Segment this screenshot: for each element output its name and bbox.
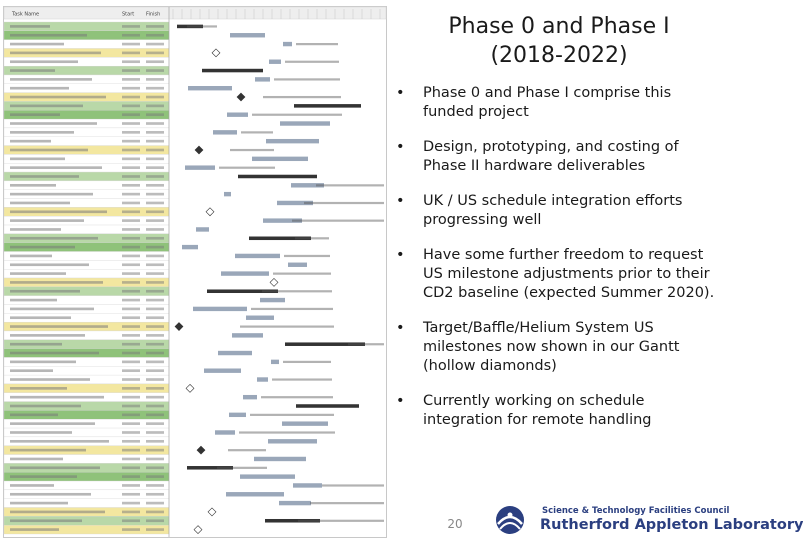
- gantt-row-finish-text: [146, 378, 164, 381]
- bullet-text: Have some further freedom to request US milestone adjustments prior to their CD2 baseline (expected Summer 2020).: [423, 247, 715, 301]
- gantt-row-finish-text: [146, 422, 164, 425]
- gantt-row-name-text: [10, 158, 65, 161]
- gantt-row-start-text: [122, 140, 140, 143]
- gantt-bar-annotation: [284, 255, 330, 257]
- gantt-row-start-text: [122, 528, 140, 531]
- gantt-row-start-text: [122, 308, 140, 311]
- slide-title-line1: Phase 0 and Phase I: [448, 14, 670, 39]
- gantt-row-finish-text: [146, 440, 164, 443]
- gantt-row-start-text: [122, 202, 140, 205]
- gantt-bar-annotation: [262, 290, 332, 292]
- gantt-bar-annotation: [348, 343, 384, 345]
- gantt-milestone-diamond: [186, 384, 194, 392]
- gantt-row-name-text: [10, 202, 70, 205]
- gantt-row-start-text: [122, 255, 140, 258]
- gantt-milestone-diamond: [197, 446, 205, 454]
- gantt-row-finish-text: [146, 290, 164, 293]
- gantt-row-start-text: [122, 175, 140, 178]
- gantt-row-finish-text: [146, 158, 164, 161]
- bullet-item: [396, 392, 716, 430]
- gantt-row-start-text: [122, 193, 140, 196]
- gantt-row-finish-text: [146, 334, 164, 337]
- gantt-row-finish-text: [146, 361, 164, 364]
- gantt-task-bar: [255, 77, 270, 81]
- gantt-row-finish-text: [146, 60, 164, 63]
- bullet-text: Currently working on schedule integration for remote handling: [423, 393, 652, 428]
- gantt-task-bar: [204, 368, 241, 372]
- gantt-row-finish-text: [146, 166, 164, 169]
- bullet-text: Design, prototyping, and costing of Phase II hardware deliverables: [423, 139, 679, 174]
- gantt-bar-annotation: [241, 131, 273, 133]
- gantt-row-name-text: [10, 52, 101, 55]
- gantt-milestone-diamond: [195, 146, 203, 154]
- gantt-row-start-text: [122, 387, 140, 390]
- bullet-icon: •: [396, 320, 405, 336]
- gantt-row-name-text: [10, 352, 99, 355]
- gantt-row-finish-text: [146, 34, 164, 37]
- gantt-row-finish-text: [146, 193, 164, 196]
- gantt-task-bar: [257, 377, 268, 381]
- gantt-milestone-diamond: [194, 526, 202, 534]
- gantt-task-bar: [279, 501, 311, 505]
- gantt-task-bar: [232, 333, 263, 337]
- gantt-header-label: Finish: [146, 11, 161, 18]
- gantt-row-start-text: [122, 122, 140, 125]
- gantt-row-name-text: [10, 308, 94, 311]
- gantt-row-finish-text: [146, 237, 164, 240]
- gantt-task-bar: [188, 86, 232, 90]
- gantt-row-finish-text: [146, 308, 164, 311]
- gantt-row-start-text: [122, 281, 140, 284]
- gantt-row-name-text: [10, 87, 69, 90]
- gantt-row-finish-text: [146, 131, 164, 134]
- gantt-row-finish-text: [146, 502, 164, 505]
- gantt-row-finish-text: [146, 25, 164, 28]
- bullet-item: [396, 138, 716, 176]
- gantt-row-start-text: [122, 414, 140, 417]
- gantt-row-finish-text: [146, 69, 164, 72]
- stfc-logo-icon: [482, 502, 538, 538]
- gantt-bar-annotation: [316, 184, 384, 186]
- gantt-row-name-text: [10, 122, 97, 125]
- gantt-task-bar: [266, 139, 319, 143]
- gantt-row-name-text: [10, 414, 58, 417]
- gantt-summary-bar: [238, 175, 317, 179]
- gantt-row-finish-text: [146, 405, 164, 408]
- gantt-task-bar: [252, 157, 308, 161]
- bullet-icon: •: [396, 247, 405, 263]
- gantt-milestone-diamond: [206, 208, 214, 216]
- gantt-summary-bar: [202, 69, 263, 73]
- gantt-task-bar: [224, 192, 231, 196]
- gantt-row-start-text: [122, 299, 140, 302]
- gantt-row-start-text: [122, 334, 140, 337]
- gantt-bar-annotation: [261, 396, 333, 398]
- gantt-row-name-text: [10, 334, 85, 337]
- gantt-row-name-text: [10, 105, 83, 108]
- gantt-row-name-text: [10, 440, 109, 443]
- gantt-row-finish-text: [146, 149, 164, 152]
- gantt-row-start-text: [122, 87, 140, 90]
- gantt-row-name-text: [10, 210, 107, 213]
- gantt-task-bar: [280, 121, 330, 125]
- gantt-task-bar: [283, 42, 292, 46]
- gantt-row-start-text: [122, 325, 140, 328]
- gantt-row-finish-text: [146, 43, 164, 46]
- gantt-task-bar: [293, 483, 322, 487]
- gantt-row-name-text: [10, 431, 72, 434]
- gantt-task-bar: [230, 33, 265, 37]
- gantt-row-finish-text: [146, 449, 164, 452]
- gantt-bar-annotation: [217, 467, 267, 469]
- gantt-row-finish-text: [146, 343, 164, 346]
- gantt-row-start-text: [122, 69, 140, 72]
- gantt-row-name-text: [10, 458, 63, 461]
- gantt-row-finish-text: [146, 414, 164, 417]
- gantt-chart-graphic: [4, 7, 386, 537]
- gantt-summary-bar: [294, 104, 361, 108]
- gantt-task-bar: [271, 360, 279, 364]
- gantt-row-start-text: [122, 219, 140, 222]
- gantt-row-start-text: [122, 484, 140, 487]
- gantt-row-start-text: [122, 149, 140, 152]
- bullet-text: Target/Baffle/Helium System US milestones now shown in our Gantt (hollow diamonds): [423, 320, 680, 374]
- gantt-row-start-text: [122, 519, 140, 522]
- gantt-row-name-text: [10, 281, 103, 284]
- gantt-row-name-text: [10, 149, 88, 152]
- gantt-row-finish-text: [146, 246, 164, 249]
- gantt-bar-annotation: [296, 43, 338, 45]
- gantt-row-name-text: [10, 343, 62, 346]
- gantt-chart-screenshot: [3, 6, 387, 538]
- bullet-list: [396, 84, 716, 430]
- bullet-text: Phase 0 and Phase I comprise this funded project: [423, 85, 672, 120]
- gantt-row-start-text: [122, 449, 140, 452]
- gantt-row-finish-text: [146, 325, 164, 328]
- gantt-task-bar: [260, 298, 285, 302]
- gantt-row-name-text: [10, 219, 84, 222]
- gantt-row-start-text: [122, 246, 140, 249]
- bullet-icon: •: [396, 85, 405, 101]
- gantt-task-bar: [182, 245, 198, 249]
- gantt-row-start-text: [122, 440, 140, 443]
- gantt-row-finish-text: [146, 466, 164, 469]
- gantt-header: [4, 7, 386, 19]
- gantt-row-start-text: [122, 52, 140, 55]
- gantt-row-start-text: [122, 210, 140, 213]
- gantt-bar-annotation: [295, 237, 329, 239]
- gantt-bar-annotation: [187, 25, 217, 27]
- gantt-task-bar: [229, 413, 246, 417]
- gantt-row-start-text: [122, 458, 140, 461]
- gantt-row-start-text: [122, 475, 140, 478]
- gantt-row-name-text: [10, 316, 71, 319]
- gantt-row-finish-text: [146, 528, 164, 531]
- gantt-row-finish-text: [146, 255, 164, 258]
- gantt-task-bar: [221, 271, 269, 275]
- gantt-row-finish-text: [146, 493, 164, 496]
- gantt-row-name-text: [10, 484, 54, 487]
- gantt-row-name-text: [10, 528, 59, 531]
- gantt-row-start-text: [122, 113, 140, 116]
- gantt-row-name-text: [10, 387, 67, 390]
- gantt-row-finish-text: [146, 96, 164, 99]
- gantt-row-name-text: [10, 263, 89, 266]
- gantt-row-start-text: [122, 105, 140, 108]
- gantt-row-start-text: [122, 343, 140, 346]
- gantt-task-bar: [185, 165, 215, 169]
- gantt-row-name-text: [10, 369, 53, 372]
- gantt-row-name-text: [10, 378, 90, 381]
- gantt-row-start-text: [122, 369, 140, 372]
- gantt-row-name-text: [10, 405, 81, 408]
- gantt-bar-annotation: [298, 520, 384, 522]
- gantt-row-name-text: [10, 96, 106, 99]
- gantt-bar-annotation: [304, 202, 384, 204]
- gantt-row-finish-text: [146, 475, 164, 478]
- gantt-row-name-text: [10, 60, 78, 63]
- gantt-task-bar: [193, 307, 247, 311]
- gantt-task-bar: [243, 395, 257, 399]
- gantt-row-name-text: [10, 34, 87, 37]
- gantt-row-finish-text: [146, 458, 164, 461]
- gantt-bar-annotation: [239, 431, 335, 433]
- gantt-row-name-text: [10, 325, 108, 328]
- gantt-row-finish-text: [146, 78, 164, 81]
- gantt-row-finish-text: [146, 431, 164, 434]
- gantt-bar-annotation: [228, 449, 266, 451]
- gantt-row-start-text: [122, 166, 140, 169]
- gantt-row-name-text: [10, 25, 50, 28]
- gantt-row-start-text: [122, 466, 140, 469]
- gantt-row-start-text: [122, 502, 140, 505]
- gantt-row-finish-text: [146, 228, 164, 231]
- gantt-row-name-text: [10, 493, 91, 496]
- gantt-row-finish-text: [146, 184, 164, 187]
- gantt-row-finish-text: [146, 272, 164, 275]
- gantt-row-start-text: [122, 43, 140, 46]
- gantt-row-start-text: [122, 431, 140, 434]
- gantt-row-finish-text: [146, 87, 164, 90]
- gantt-row-name-text: [10, 113, 60, 116]
- gantt-row-finish-text: [146, 511, 164, 514]
- gantt-row-name-text: [10, 449, 86, 452]
- gantt-row-start-text: [122, 158, 140, 161]
- gantt-row-start-text: [122, 237, 140, 240]
- gantt-row-name-text: [10, 166, 102, 169]
- gantt-row-finish-text: [146, 352, 164, 355]
- gantt-task-bar: [254, 457, 306, 461]
- gantt-row-finish-text: [146, 219, 164, 222]
- gantt-row-finish-text: [146, 263, 164, 266]
- slide-title-line2: (2018-2022): [490, 43, 628, 68]
- gantt-bar-annotation: [310, 502, 384, 504]
- gantt-row-name-text: [10, 299, 57, 302]
- gantt-task-bar: [196, 227, 209, 231]
- gantt-bar-annotation: [250, 414, 334, 416]
- stfc-ral-logo: [482, 502, 803, 538]
- gantt-row-name-text: [10, 290, 80, 293]
- bullet-icon: •: [396, 193, 405, 209]
- gantt-row-name-text: [10, 475, 77, 478]
- bullet-item: [396, 246, 716, 303]
- gantt-bar-annotation: [240, 325, 334, 327]
- gantt-header-label: Task Name: [12, 11, 40, 18]
- gantt-row-finish-text: [146, 299, 164, 302]
- gantt-bar-annotation: [322, 484, 384, 486]
- gantt-row-finish-text: [146, 210, 164, 213]
- gantt-task-bar: [269, 60, 281, 64]
- gantt-row-start-text: [122, 228, 140, 231]
- gantt-row-finish-text: [146, 122, 164, 125]
- gantt-bar-annotation: [252, 114, 342, 116]
- gantt-bar-annotation: [272, 378, 332, 380]
- gantt-row-finish-text: [146, 175, 164, 178]
- gantt-row-finish-text: [146, 52, 164, 55]
- gantt-task-bar: [268, 439, 317, 443]
- gantt-row-finish-text: [146, 202, 164, 205]
- bullet-item: [396, 84, 716, 122]
- gantt-bar-annotation: [274, 78, 340, 80]
- gantt-row-name-text: [10, 519, 82, 522]
- gantt-row-start-text: [122, 78, 140, 81]
- gantt-milestone-diamond: [175, 323, 183, 331]
- bullet-icon: •: [396, 139, 405, 155]
- gantt-row-finish-text: [146, 140, 164, 143]
- gantt-row-start-text: [122, 316, 140, 319]
- logo-line1: Science & Technology Facilities Council: [542, 506, 730, 516]
- gantt-row-start-text: [122, 422, 140, 425]
- gantt-milestone-diamond: [270, 278, 278, 286]
- gantt-task-bar: [218, 351, 252, 355]
- gantt-row-name-text: [10, 184, 56, 187]
- gantt-row-finish-text: [146, 316, 164, 319]
- gantt-bar-annotation: [263, 96, 341, 98]
- gantt-row-start-text: [122, 272, 140, 275]
- gantt-row-finish-text: [146, 519, 164, 522]
- gantt-row-finish-text: [146, 281, 164, 284]
- bullet-item: [396, 192, 716, 230]
- gantt-row-name-text: [10, 422, 95, 425]
- gantt-row-start-text: [122, 34, 140, 37]
- gantt-task-bar: [227, 112, 248, 116]
- gantt-row-start-text: [122, 511, 140, 514]
- gantt-milestone-diamond: [212, 49, 220, 57]
- gantt-row-start-text: [122, 263, 140, 266]
- gantt-row-start-text: [122, 352, 140, 355]
- slide-number: 20: [447, 517, 463, 531]
- gantt-row-name-text: [10, 361, 76, 364]
- gantt-row-finish-text: [146, 113, 164, 116]
- gantt-row-start-text: [122, 493, 140, 496]
- gantt-header-label: Start: [122, 11, 135, 18]
- slide-title: [400, 12, 718, 70]
- gantt-task-bar: [240, 474, 295, 478]
- gantt-row-start-text: [122, 184, 140, 187]
- gantt-bar-annotation: [251, 308, 333, 310]
- gantt-task-bar: [246, 316, 274, 320]
- gantt-row-name-text: [10, 502, 68, 505]
- gantt-row-name-text: [10, 131, 74, 134]
- gantt-bar-annotation: [230, 149, 274, 151]
- gantt-row-start-text: [122, 396, 140, 399]
- gantt-row-start-text: [122, 378, 140, 381]
- gantt-task-bar: [288, 263, 307, 267]
- gantt-row-name-text: [10, 272, 66, 275]
- gantt-bar-annotation: [285, 61, 339, 63]
- gantt-row-name-text: [10, 43, 64, 46]
- gantt-row-name-text: [10, 255, 52, 258]
- gantt-task-bar: [215, 430, 235, 434]
- gantt-row-start-text: [122, 290, 140, 293]
- gantt-row-finish-text: [146, 387, 164, 390]
- gantt-row-name-text: [10, 396, 104, 399]
- gantt-row-start-text: [122, 96, 140, 99]
- gantt-row-start-text: [122, 60, 140, 63]
- gantt-bar-annotation: [219, 167, 275, 169]
- gantt-row-finish-text: [146, 369, 164, 372]
- gantt-task-bar: [282, 421, 328, 425]
- gantt-bar-annotation: [273, 273, 331, 275]
- gantt-row-start-text: [122, 361, 140, 364]
- gantt-row-name-text: [10, 78, 92, 81]
- gantt-row-name-text: [10, 228, 61, 231]
- gantt-row-name-text: [10, 466, 100, 469]
- gantt-row-start-text: [122, 25, 140, 28]
- gantt-task-bar: [213, 130, 237, 134]
- gantt-bar-annotation: [292, 220, 384, 222]
- gantt-row-finish-text: [146, 105, 164, 108]
- gantt-row-finish-text: [146, 484, 164, 487]
- gantt-row-name-text: [10, 511, 105, 514]
- gantt-summary-bar: [296, 404, 359, 408]
- logo-line2: Rutherford Appleton Laboratory: [540, 517, 803, 533]
- gantt-milestone-diamond: [208, 508, 216, 516]
- gantt-row-name-text: [10, 69, 55, 72]
- bullet-text: UK / US schedule integration efforts progressing well: [423, 193, 683, 228]
- bullet-item: [396, 319, 716, 376]
- gantt-row-finish-text: [146, 396, 164, 399]
- gantt-bar-annotation: [283, 361, 331, 363]
- gantt-row-name-text: [10, 175, 79, 178]
- gantt-row-start-text: [122, 405, 140, 408]
- gantt-row-name-text: [10, 193, 93, 196]
- gantt-row-name-text: [10, 140, 51, 143]
- bullet-icon: •: [396, 393, 405, 409]
- gantt-row-name-text: [10, 246, 75, 249]
- gantt-row-name-text: [10, 237, 98, 240]
- gantt-milestone-diamond: [237, 93, 245, 101]
- gantt-task-bar: [235, 254, 280, 258]
- gantt-task-bar: [226, 492, 284, 496]
- gantt-row-start-text: [122, 131, 140, 134]
